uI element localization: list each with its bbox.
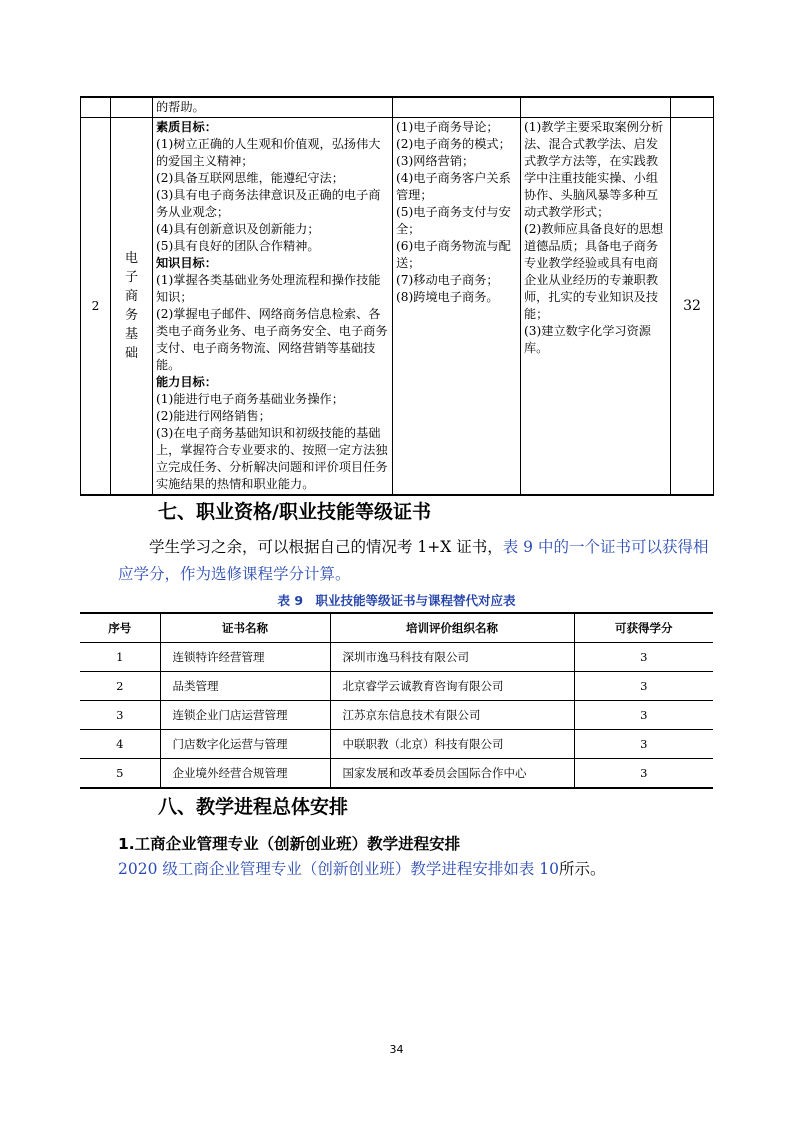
contents-cell [393,118,521,496]
table-cell: 3 [574,701,713,730]
objective-item: (2)具备互联网思维，能遵纪守法； [156,171,344,185]
paragraph-link-text: 2020 级工商企业管理专业（创新创业班）教学进程安排如表 10 [118,860,560,878]
table-row [80,672,713,701]
table-cell: 中联职教（北京）科技有限公司 [330,730,574,759]
section-7-paragraph [118,534,718,588]
table-cell: 4 [80,730,160,759]
table-cell: 企业境外经营合规管理 [160,759,330,789]
content-item: (5)电子商务支付与安全； [396,205,511,236]
requirement-item: (3)建立数字化学习资源库。 [524,324,651,355]
table-cell: 3 [574,672,713,701]
content-item: (8)跨境电子商务。 [396,290,499,304]
table-cell: 国家发展和改革委员会国际合作中心 [330,759,574,789]
content-item: (2)电子商务的模式； [396,137,511,151]
section-8-paragraph [118,856,718,883]
table-cell: 3 [574,730,713,759]
objective-item: (3)在电子商务基础知识和初级技能的基础上，掌握符合专业要求的、按照一定方法独立完成任务、分析解决问题和评价项目任务实施结果的热情和职业能力。 [156,426,388,491]
column-header: 可获得学分 [574,613,713,643]
paragraph-text: 所示。 [559,860,606,878]
objective-item: (4)具有创新意识及创新能力； [156,222,320,236]
table-row [80,643,713,672]
course-name: 电子商务基础 [124,251,138,361]
table-cell: 门店数字化运营与管理 [160,730,330,759]
table-cell: 连锁特许经营管理 [160,643,330,672]
table-cell: 5 [80,759,160,789]
objective-item: (1)能进行电子商务基础业务操作； [156,392,344,406]
objective-item: (3)具有电子商务法律意识及正确的电子商务从业观念； [156,188,381,219]
table-9-caption: 表 9 职业技能等级证书与课程替代对应表 [277,593,516,608]
table-cell: 北京睿学云诚教育咨询有限公司 [330,672,574,701]
course-hours: 32 [671,118,714,496]
objective-item: (5)具有良好的团队合作精神。 [156,239,320,253]
objective-item: (1)掌握各类基础业务处理流程和操作技能知识； [156,273,381,304]
knowledge-objective-label: 知识目标： [156,256,217,270]
table-row [80,730,713,759]
table-cell: 3 [574,759,713,789]
table-cell: 连锁企业门店运营管理 [160,701,330,730]
column-header: 序号 [80,613,160,643]
content-item: (1)电子商务导论； [396,120,499,134]
page-number: 34 [389,1043,404,1056]
quality-objective-label: 素质目标： [156,120,217,134]
table-cell: 深圳市逸马科技有限公司 [330,643,574,672]
objective-item: (1)树立正确的人生观和价值观，弘扬伟大的爱国主义精神； [156,137,381,168]
subsection-heading: 1.工商企业管理专业（创新创业班）教学进程安排 [118,835,461,853]
course-name-cell [111,118,153,496]
objective-item: (2)掌握电子邮件、网络商务信息检索、各类电子商务业务、电子商务安全、电子商务支付、电子商务物流、网络营销等基础技能。 [156,307,388,372]
paragraph-link-text: 表 9 中的一个证书可以获得相应学分，作为选修课程学分计算。 [118,538,709,583]
table-cell: 3 [574,643,713,672]
carryover-text: 的帮助。 [153,97,393,118]
table-header-row [80,613,713,643]
table-cell: 1 [80,643,160,672]
requirements-cell [521,118,671,496]
requirement-item: (2)教师应具备良好的思想道德品质；具备电子商务专业教学经验或具有电商企业从业经历的专兼职教师，扎实的专业知识及技能； [524,222,664,321]
section-7-title: 七、职业资格/职业技能等级证书 [158,501,431,523]
table-row-course [81,118,714,496]
course-index: 2 [81,118,111,496]
table-cell: 2 [80,672,160,701]
content-item: (3)网络营销； [396,154,475,168]
course-table [80,96,714,496]
requirement-item: (1)教学主要采取案例分析法、混合式教学法、启发式教学方法等，在实践教学中注重技能实操、小组协作、头脑风暴等多种互动式教学形式； [524,120,664,219]
column-header: 培训评价组织名称 [330,613,574,643]
table-cell: 江苏京东信息技术有限公司 [330,701,574,730]
objectives-cell [153,118,393,496]
ability-objective-label: 能力目标： [156,375,217,389]
content-item: (7)移动电子商务； [396,273,499,287]
column-header: 证书名称 [160,613,330,643]
section-8-title: 八、教学进程总体安排 [158,796,349,818]
table-row [80,759,713,789]
table-row [80,701,713,730]
content-item: (6)电子商务物流与配送； [396,239,511,270]
table-cell: 品类管理 [160,672,330,701]
objective-item: (2)能进行网络销售； [156,409,271,423]
table-cell: 3 [80,701,160,730]
content-item: (4)电子商务客户关系管理； [396,171,511,202]
paragraph-text: 学生学习之余，可以根据自己的情况考 1+X 证书， [149,538,503,556]
table-row-carryover [81,97,714,118]
certificate-table [80,612,713,789]
